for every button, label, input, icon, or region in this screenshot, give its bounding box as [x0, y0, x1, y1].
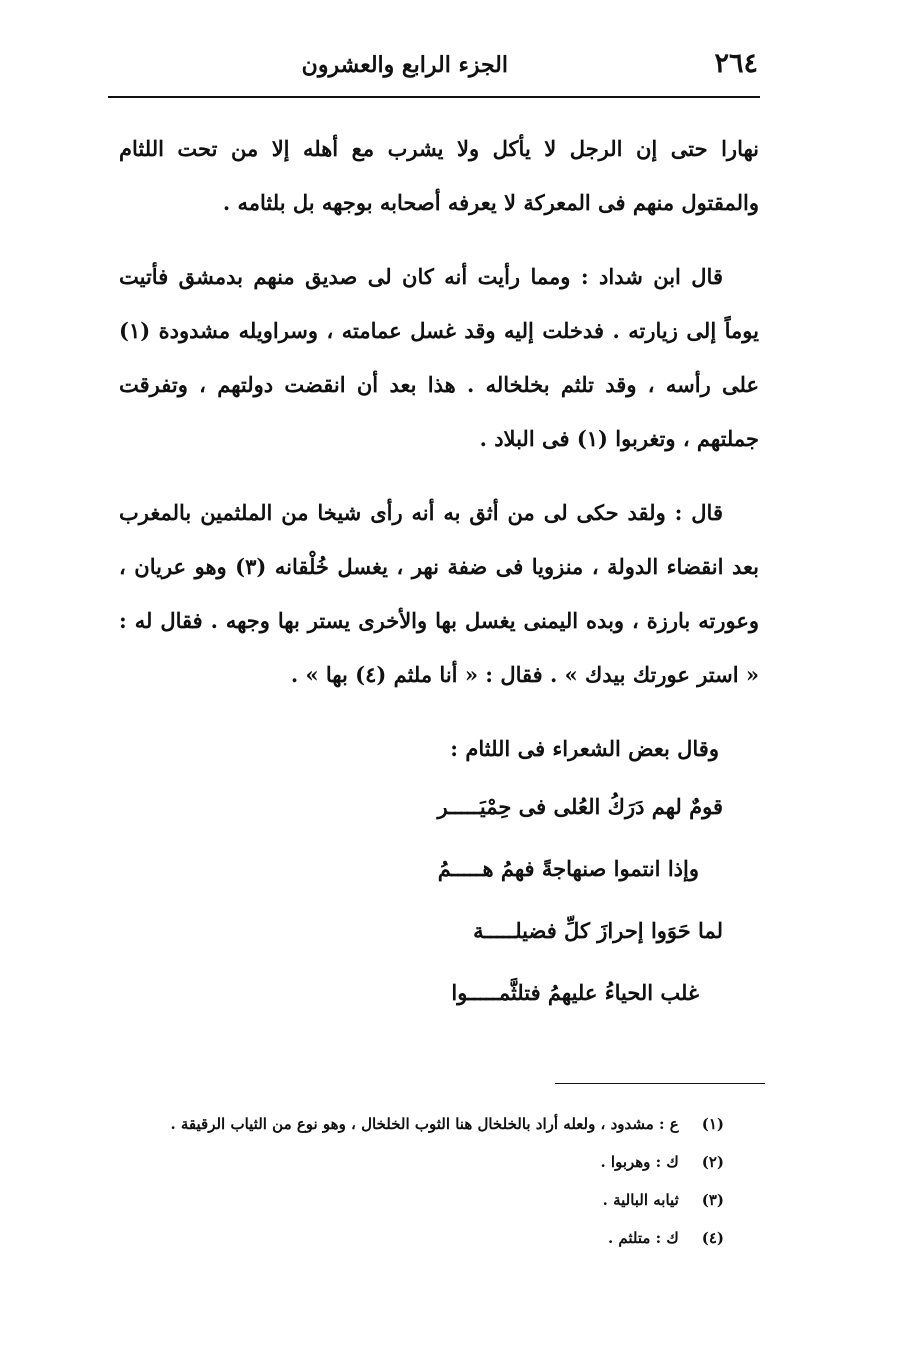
footnote-text: ثيابه البالية . [602, 1191, 679, 1209]
footnote-text: ك : وهربوا . [600, 1153, 679, 1171]
footnote-number: (١) [701, 1115, 724, 1133]
page-number: ٢٦٤ [714, 48, 758, 79]
verse-line: لما حَوَوا إحرازَ كلِّ فضيلـــــة [473, 918, 723, 943]
verse-line: وإذا انتموا صنهاجةً فهمُ هـــــمُ [437, 856, 699, 881]
footnote [104, 1181, 724, 1219]
footnote [104, 1143, 724, 1181]
page-header [108, 48, 758, 90]
body-text [119, 122, 759, 1024]
footnotes [104, 1105, 724, 1257]
verse-line: غلب الحياءُ عليهمُ فتلثَّمـــــوا [451, 980, 699, 1005]
footnote-number: (٤) [701, 1229, 724, 1247]
footnote-number: (٣) [701, 1191, 724, 1209]
running-title: الجزء الرابع والعشرون [301, 52, 508, 78]
footnote-text: ك : متلثم . [607, 1229, 679, 1247]
footnote-text: ع : مشدود ، ولعله أراد بالخلخال هنا الثوب الخلخال ، وهو نوع من الثياب الرقيقة . [170, 1115, 679, 1133]
footnote [104, 1105, 724, 1143]
verse-line: قومٌ لهم دَرَكُ العُلى فى حِمْيَـــــر [437, 794, 723, 819]
paragraph: قال : ولقد حكى لى من أثق به أنه رأى شيخا من الملثمين بالمغرب بعد انقضاء الدولة ، منزويا فى ضفة نهر ، يغسل خُلْقانه (٣) وهو عريان ، وعورته بارزة ، وبده اليمنى يغسل بها والأخرى يستر بها وجهه . فقال له : « استر عورتك بيدك » . فقال : « أنا ملثم (٤) بها » . [119, 500, 759, 687]
paragraph: قال ابن شداد : ومما رأيت أنه كان لى صديق منهم بدمشق فأتيت يوماً إلى زيارته . فدخلت إليه وقد غسل عمامته ، وسراويله مشدودة (١) على رأسه ، وقد تلثم بخلخاله . هذا بعد أن انقضت دولتهم ، وتفرقت جملتهم ، وتغربوا (١) فى البلاد . [119, 264, 759, 451]
paragraph: نهارا حتى إن الرجل لا يأكل ولا يشرب مع أهله إلا من تحت اللثام والمقتول منهم فى المعركة لا يعرفه أصحابه بوجهه بل بلثامه . [119, 136, 759, 215]
footnote-rule [555, 1083, 765, 1084]
header-rule [108, 96, 760, 98]
verse-intro: وقال بعض الشعراء فى اللثام : [450, 736, 719, 761]
footnote [104, 1219, 724, 1257]
footnote-number: (٢) [701, 1153, 724, 1171]
